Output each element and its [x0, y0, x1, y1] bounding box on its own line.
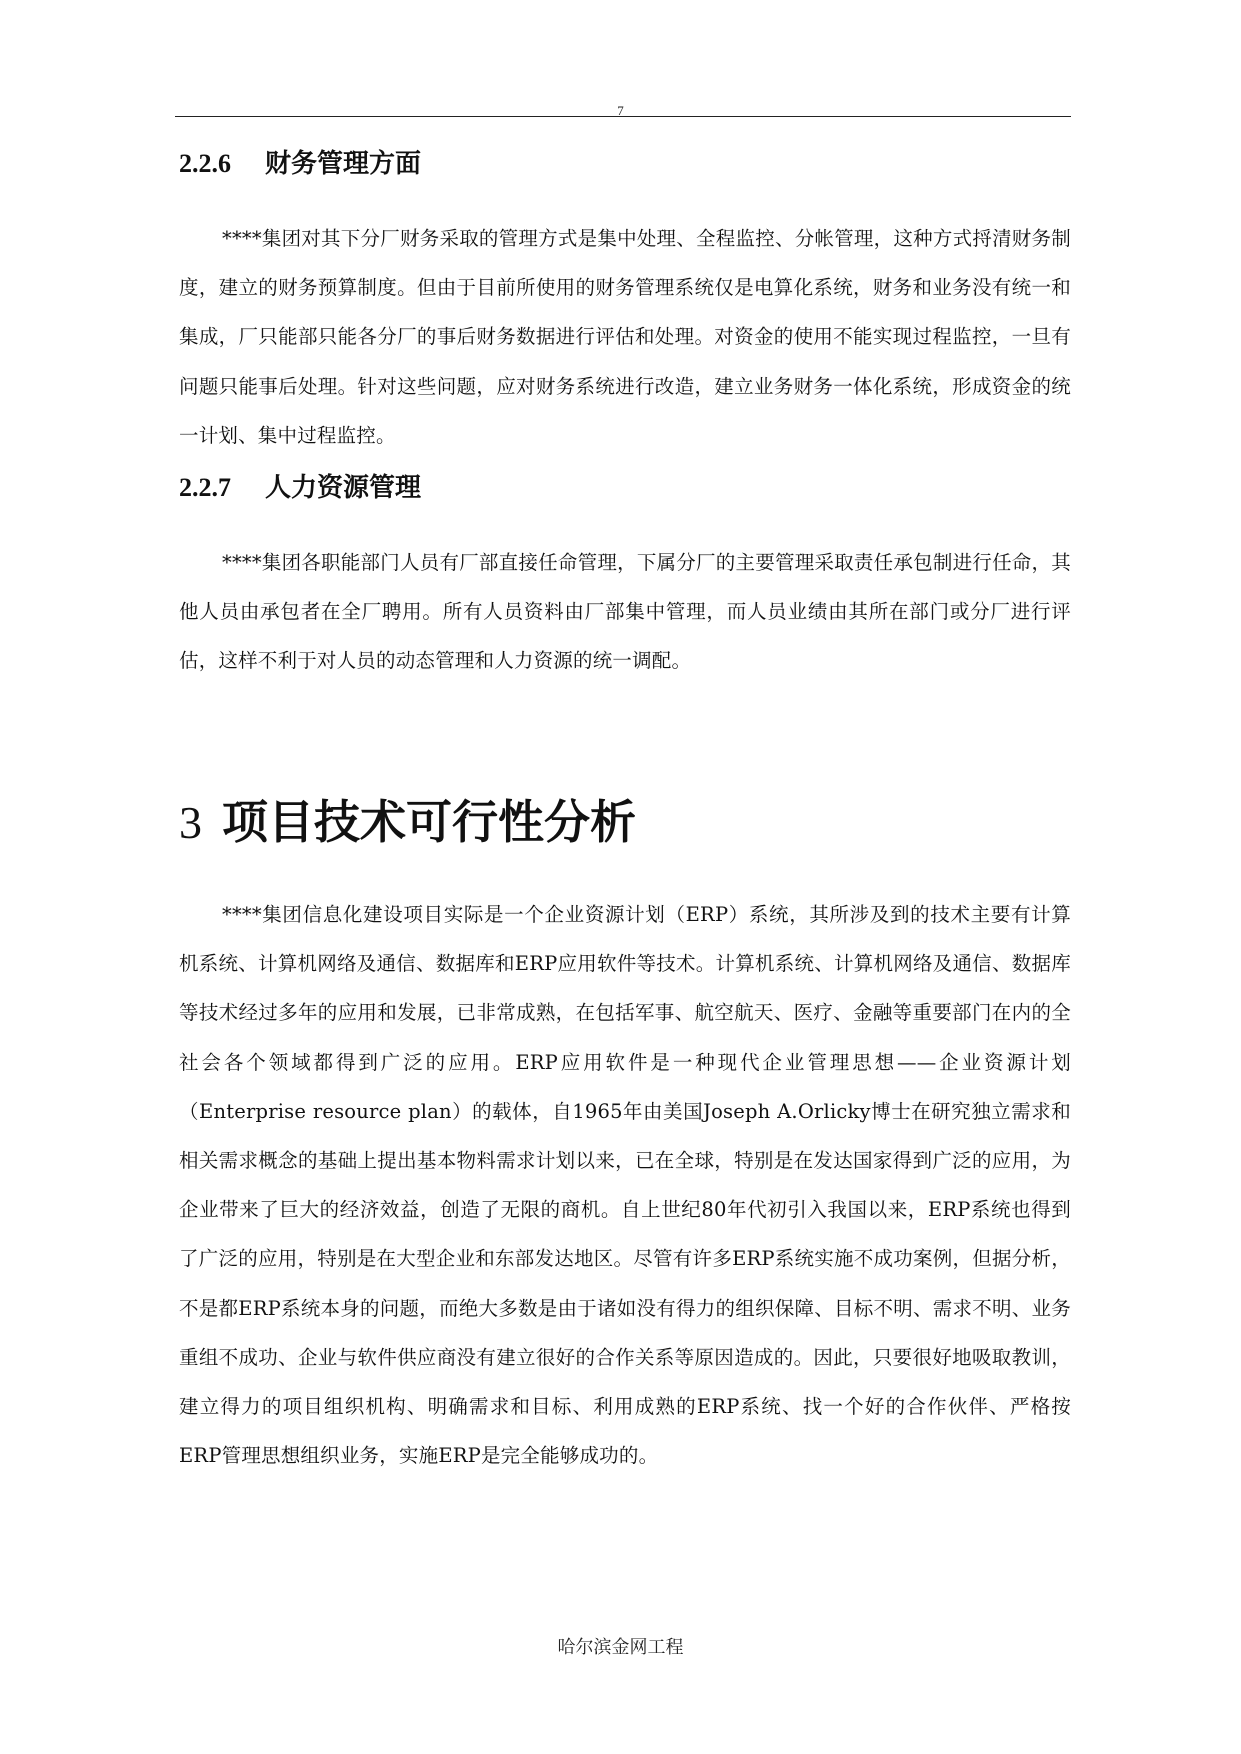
header-rule: [175, 116, 1071, 117]
section-title: 人力资源管理: [265, 473, 422, 503]
paragraph-finance: ****集团对其下分厂财务采取的管理方式是集中处理、全程监控、分帐管理，这种方式捋清财务制度，建立的财务预算制度。但由于目前所使用的财务管理系统仅是电算化系统，财务和业务没有统一和集成，厂只能部只能各分厂的事后财务数据进行评估和处理。对资金的使用不能实现过程监控，一旦有问题只能事后处理。针对这些问题，应对财务系统进行改造，建立业务财务一体化系统，形成资金的统一计划、集中过程监控。: [179, 227, 1071, 447]
paragraph-feasibility: ****集团信息化建设项目实际是一个企业资源计划（ERP）系统，其所涉及到的技术主要有计算机系统、计算机网络及通信、数据库和ERP应用软件等技术。计算机系统、计算机网络及通信、数据库等技术经过多年的应用和发展，已非常成熟，在包括军事、航空航天、医疗、金融等重要部门在内的全社会各个领域都得到广泛的应用。ERP应用软件是一种现代企业管理思想——企业资源计划（Enterprise resource plan）的载体，自1965年由美国Joseph A.Orlicky博士在研究独立需求和相关需求概念的基础上提出基本物料需求计划以来，已在全球，特别是在发达国家得到广泛的应用，为企业带来了巨大的经济效益，创造了无限的商机。自上世纪80年代初引入我国以来，ERP系统也得到了广泛的应用，特别是在大型企业和东部发达地区。尽管有许多ERP系统实施不成功案例，但据分析，不是都ERP系统本身的问题，而绝大多数是由于诸如没有得力的组织保障、目标不明、需求不明、业务重组不成功、企业与软件供应商没有建立很好的合作关系等原因造成的。因此，只要很好地吸取教训，建立得力的项目组织机构、明确需求和目标、利用成熟的ERP系统、找一个好的合作伙伴、严格按ERP管理思想组织业务，实施ERP是完全能够成功的。: [179, 903, 1071, 1468]
paragraph-hr: ****集团各职能部门人员有厂部直接任命管理，下属分厂的主要管理采取责任承包制进行任命，其他人员由承包者在全厂聘用。所有人员资料由厂部集中管理，而人员业绩由其所在部门或分厂进行评估，这样不利于对人员的动态管理和人力资源的统一调配。: [179, 551, 1071, 673]
footer: 哈尔滨金网工程: [557, 1637, 684, 1658]
section-number: 2.2.7: [179, 473, 231, 502]
chapter-title: 项目技术可行性分析: [222, 795, 636, 849]
section-heading-2-2-6: [179, 146, 421, 182]
page-number: 7: [617, 103, 624, 118]
section-heading-2-2-7: [179, 470, 421, 506]
section-title: 财务管理方面: [265, 149, 422, 179]
chapter-heading: [179, 792, 636, 853]
section-number: 2.2.6: [179, 149, 231, 178]
chapter-number: 3: [179, 797, 202, 848]
